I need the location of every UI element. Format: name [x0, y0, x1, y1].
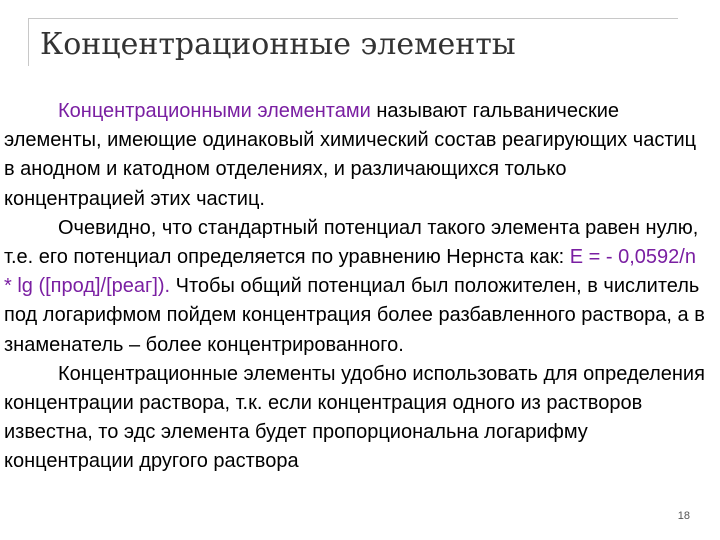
- paragraph-text: Чтобы общий потенциал был положителен, в числитель под логарифмом пойдем концентрация более разбавленного раствора, а в знаменатель – более концентрированного.: [4, 275, 705, 356]
- slide-body: [4, 97, 706, 477]
- paragraph-nernst: [4, 214, 706, 360]
- title-divider-left: [28, 18, 29, 66]
- paragraph-text: называют гальванические элементы, имеющие одинаковый химический состав реагирующих частиц в анодном и катодном отделениях, и различающихся только концентрацией этих частиц.: [4, 100, 697, 210]
- term-highlight: Концентрационными элементами: [58, 100, 371, 122]
- paragraph-text: Очевидно, что стандартный потенциал такого элемента равен нулю, т.е. его потенциал определяется по уравнению Нернста как:: [4, 216, 699, 269]
- paragraph-usage: [4, 360, 706, 477]
- paragraph-definition: [4, 97, 706, 214]
- slide-title: Концентрационные элементы: [40, 27, 516, 62]
- title-divider-top: [28, 18, 678, 19]
- nernst-formula: E = - 0,0592/n * lg ([прод]/[реаг]).: [4, 246, 696, 298]
- page-number: 18: [677, 510, 690, 522]
- title-frame: [28, 18, 678, 66]
- paragraph-text: Концентрационные элементы удобно использовать для определения концентрации раствора, т.к. если концентрация одного из растворов известна, то эдс элемента будет пропорциональна логарифму концентрации другого раствора: [4, 362, 705, 473]
